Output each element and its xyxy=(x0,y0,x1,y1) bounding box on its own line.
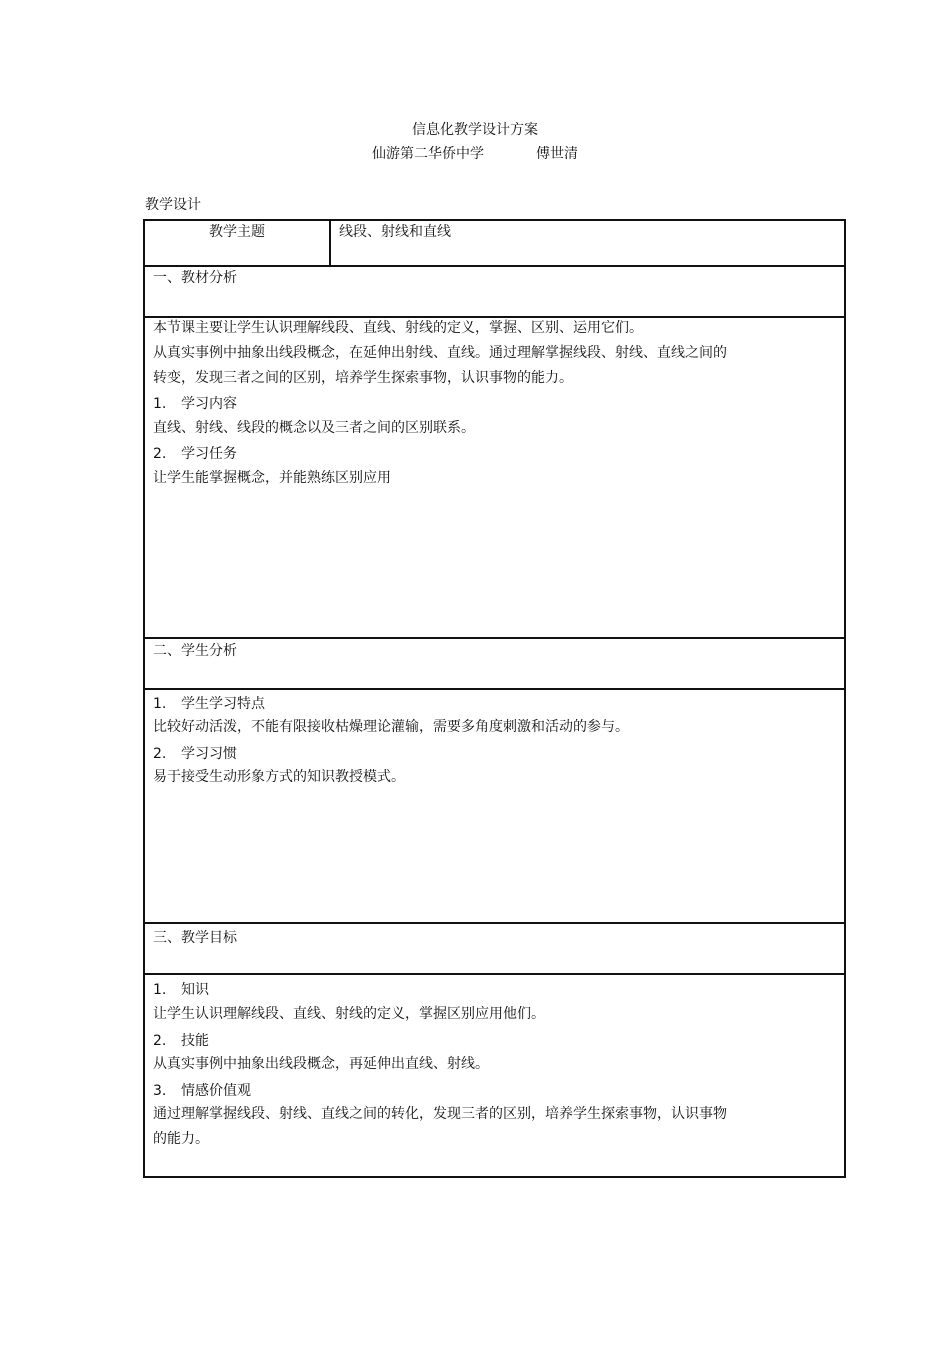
material-item-title: 2. 学习任务 xyxy=(153,446,237,462)
goal-item-title: 1. 知识 xyxy=(153,982,209,998)
topic-value: 线段、射线和直线 xyxy=(339,224,451,240)
student-analysis-heading: 二、学生分析 xyxy=(153,643,237,659)
document-subtitle xyxy=(0,145,950,163)
school-name: 仙游第二华侨中学 xyxy=(372,146,484,162)
teaching-goals-heading: 三、教学目标 xyxy=(153,930,237,946)
document-title: 信息化教学设计方案 xyxy=(412,122,538,138)
topic-row xyxy=(145,221,844,267)
goal-item-title: 3. 情感价值观 xyxy=(153,1083,251,1099)
student-item-text: 易于接受生动形象方式的知识教授模式。 xyxy=(153,769,405,785)
material-analysis-heading: 一、教材分析 xyxy=(153,270,237,286)
material-line: 本节课主要让学生认识理解线段、直线、射线的定义，掌握、区别、运用它们。 xyxy=(153,320,643,336)
topic-divider xyxy=(329,221,331,267)
goal-item-text: 让学生认识理解线段、直线、射线的定义，掌握区别应用他们。 xyxy=(153,1006,545,1022)
goal-item-text: 的能力。 xyxy=(153,1131,209,1147)
row-divider xyxy=(145,688,844,690)
row-divider xyxy=(145,922,844,924)
goal-item-text: 从真实事例中抽象出线段概念，再延伸出直线、射线。 xyxy=(153,1056,489,1072)
goal-item-title: 2. 技能 xyxy=(153,1033,209,1049)
goal-item-text: 通过理解掌握线段、射线、直线之间的转化，发现三者的区别，培养学生探索事物，认识事物 xyxy=(153,1106,727,1122)
row-divider xyxy=(145,973,844,975)
material-line: 转变，发现三者之间的区别，培养学生探索事物，认识事物的能力。 xyxy=(153,370,573,386)
student-item-title: 2. 学习习惯 xyxy=(153,746,237,762)
material-item-text: 让学生能掌握概念，并能熟练区别应用 xyxy=(153,470,391,486)
topic-label: 教学主题 xyxy=(209,224,265,240)
author-name: 傅世清 xyxy=(536,146,578,162)
row-divider xyxy=(145,316,844,318)
student-item-text: 比较好动活泼，不能有限接收枯燥理论灌输，需要多角度刺激和活动的参与。 xyxy=(153,719,629,735)
material-line: 从真实事例中抽象出线段概念，在延伸出射线、直线。通过理解掌握线段、射线、直线之间的 xyxy=(153,345,727,361)
row-divider xyxy=(145,265,844,267)
row-divider xyxy=(145,637,844,639)
design-table xyxy=(143,219,846,1178)
student-item-title: 1. 学生学习特点 xyxy=(153,696,265,712)
material-item-title: 1. 学习内容 xyxy=(153,396,237,412)
material-item-text: 直线、射线、线段的概念以及三者之间的区别联系。 xyxy=(153,420,475,436)
section-label: 教学设计 xyxy=(145,197,201,213)
